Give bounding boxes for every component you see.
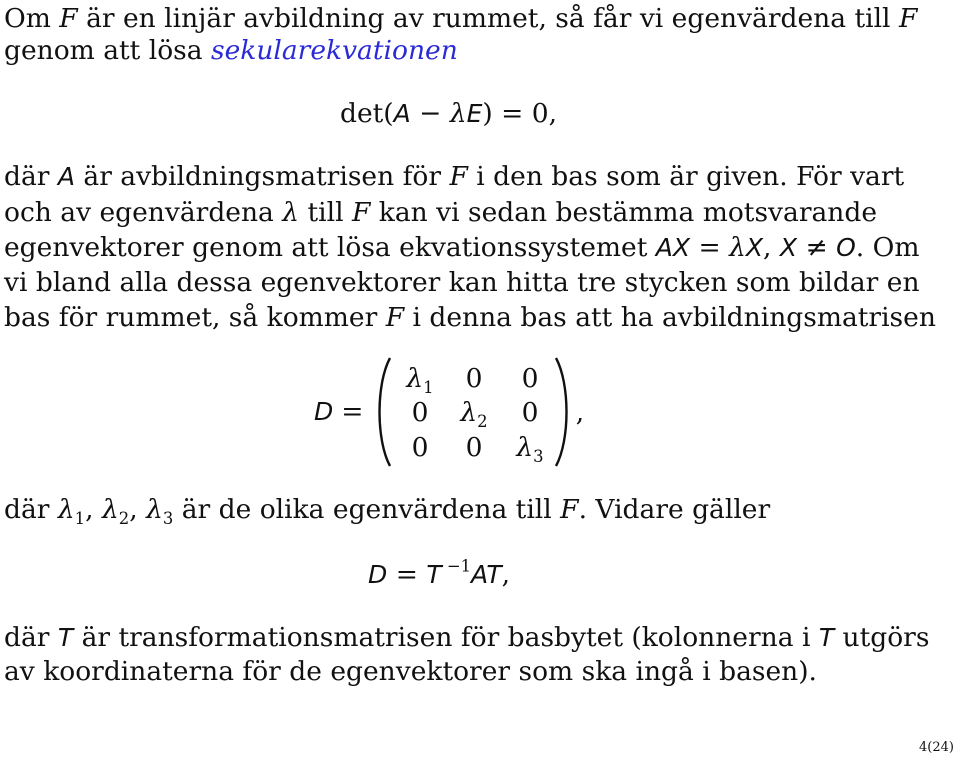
math-var: F: [898, 3, 918, 34]
text: det(: [340, 98, 394, 129]
text: . Vidare gäller: [578, 494, 771, 525]
text-line: [4, 197, 878, 228]
math-var: AX: [655, 233, 691, 262]
text: där: [4, 494, 58, 525]
math-var: λ: [101, 494, 119, 525]
text-line: [4, 232, 920, 263]
matrix-cell: 0: [465, 432, 483, 463]
diagonal-matrix: [372, 356, 612, 471]
text: ,: [129, 494, 147, 525]
text: i den bas som är given. För vart: [467, 161, 905, 192]
math-var: F: [351, 197, 371, 228]
text: bas för rummet, så kommer: [4, 302, 386, 333]
text: till: [299, 197, 352, 228]
text: ,: [763, 232, 780, 263]
text: är en linjär avbildning av rummet, så får vi egenvärdena till: [77, 3, 899, 34]
matrix-cell: 0: [465, 363, 483, 394]
text: ,: [85, 494, 102, 525]
text: −: [410, 98, 450, 129]
math-var: T: [57, 623, 74, 652]
equation-similarity: [368, 556, 511, 590]
matrix-trailing-comma: ,: [575, 397, 585, 428]
math-var: λ: [146, 494, 163, 525]
matrix-cell: $\lambda_1$: [406, 363, 434, 397]
matrix-cell: 0: [411, 432, 429, 463]
text: ,: [501, 559, 511, 590]
text-line: [4, 267, 920, 298]
subscript: 1: [74, 508, 86, 528]
text: vi bland alla dessa egenvektorer kan hitta tre stycken som bildar en: [4, 267, 920, 298]
math-var: D: [368, 560, 388, 589]
math-var: A: [57, 162, 75, 191]
matrix-cell: 0: [411, 397, 429, 428]
math-var: T: [426, 560, 442, 589]
text-line: [4, 494, 771, 528]
matrix-cell: $\lambda_3$: [516, 432, 544, 466]
math-var: F: [59, 3, 78, 34]
text: är transformationsmatrisen för basbytet (kolonnerna i: [73, 622, 819, 653]
matrix-cell: $\lambda_2$: [460, 397, 488, 431]
math-var: X: [779, 233, 798, 262]
math-var: λ: [282, 197, 300, 228]
text-line: [4, 302, 936, 333]
text: genom att lösa: [4, 35, 211, 66]
math-var: T: [818, 623, 835, 652]
superscript: −1: [441, 556, 472, 576]
text: kan vi sedan bestämma motsvarande: [370, 197, 878, 228]
text-line: [4, 161, 905, 192]
text: ≠: [797, 232, 837, 263]
math-var: λ: [449, 98, 467, 129]
matrix-cell: 0: [521, 397, 539, 428]
math-var: F: [560, 494, 579, 525]
text: av koordinaterna för de egenvektorer som ska ingå i basen).: [4, 656, 817, 687]
page-number: 4(24): [919, 740, 954, 755]
math-var: F: [385, 302, 405, 333]
text: där: [4, 622, 58, 653]
term-link[interactable]: sekularekvationen: [211, 35, 458, 66]
math-var: O: [836, 233, 856, 262]
math-var: AT: [471, 560, 502, 589]
text: Om: [4, 3, 60, 34]
text: är avbildningsmatrisen för: [74, 161, 450, 192]
text: där: [4, 161, 58, 192]
math-var: λ: [729, 232, 746, 263]
text-line: [4, 656, 817, 687]
text: utgörs: [834, 622, 930, 653]
text-line: [4, 3, 918, 34]
text: =: [387, 559, 427, 590]
matrix-lhs: [314, 396, 364, 427]
text: =: [690, 232, 730, 263]
matrix-cell: 0: [521, 363, 539, 394]
math-var: X: [745, 233, 764, 262]
math-var: λ: [57, 494, 75, 525]
text: och av egenvärdena: [4, 197, 283, 228]
equation-secular: [340, 98, 558, 129]
subscript: 3: [162, 508, 174, 528]
text: i denna bas att ha avbildningsmatrisen: [404, 302, 936, 333]
subscript: 2: [118, 508, 130, 528]
math-var: F: [449, 161, 468, 192]
text: . Om: [855, 232, 920, 263]
text: =: [341, 396, 364, 427]
text: egenvektorer genom att lösa ekvationssystemet: [4, 232, 656, 263]
math-var: E: [466, 99, 483, 128]
math-var: A: [393, 99, 411, 128]
text: är de olika egenvärdena till: [173, 494, 561, 525]
text-line: [4, 35, 458, 66]
text-line: [4, 622, 930, 653]
text: ) = 0,: [482, 98, 558, 129]
math-var: D: [314, 397, 334, 426]
